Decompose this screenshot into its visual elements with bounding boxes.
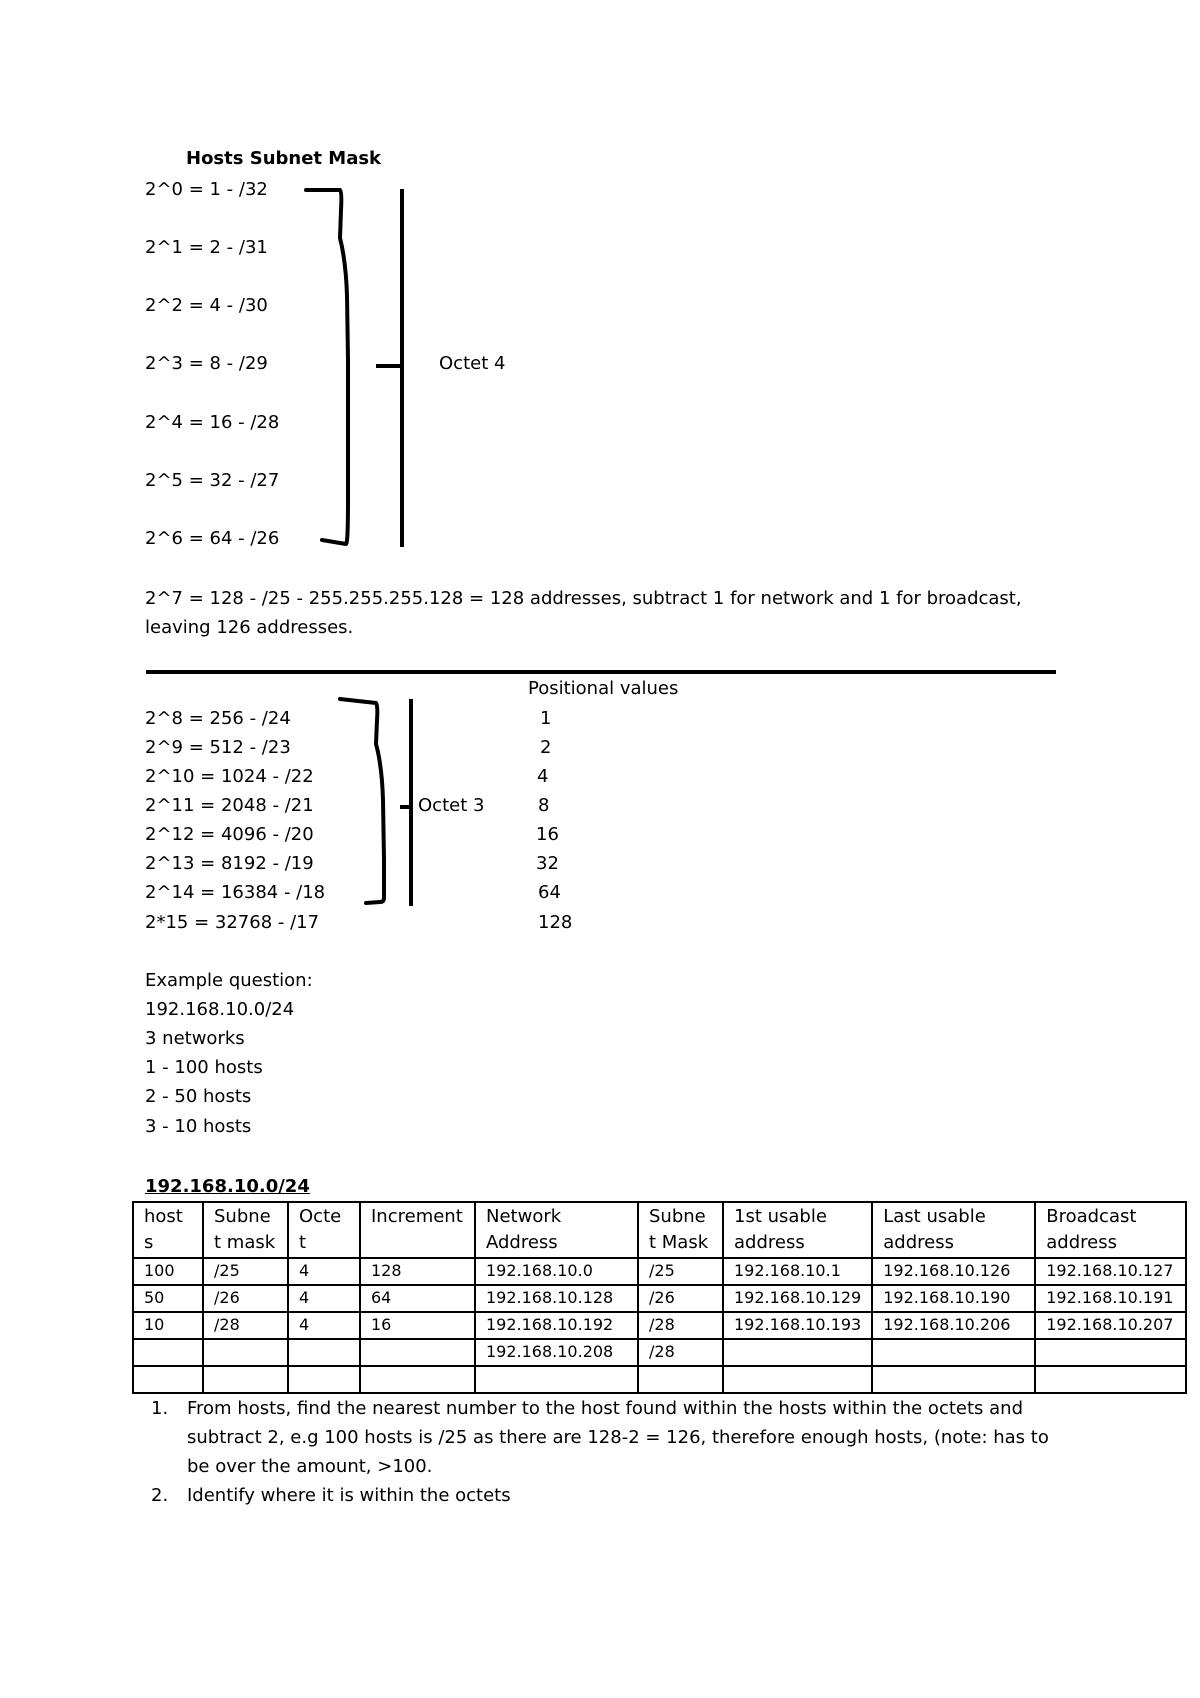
step-number: 2. <box>151 1485 169 1506</box>
octet4-row: 2^5 = 32 - /27 <box>145 470 280 491</box>
table-cell: /26 <box>203 1285 288 1312</box>
table-cell <box>872 1366 1035 1393</box>
table-cell: 64 <box>360 1285 475 1312</box>
octet4-brace <box>306 190 348 544</box>
table-cell: 192.168.10.191 <box>1035 1285 1186 1312</box>
octet3-brace <box>340 699 384 903</box>
positional-value: 8 <box>538 795 550 816</box>
table-cell <box>360 1366 475 1393</box>
positional-value: 16 <box>536 824 559 845</box>
table-cell: 192.168.10.207 <box>1035 1312 1186 1339</box>
table-cell: 4 <box>288 1258 360 1285</box>
table-cell: /28 <box>638 1339 723 1366</box>
example-line: 3 - 10 hosts <box>145 1116 252 1137</box>
octet3-row: 2^9 = 512 - /23 <box>145 737 291 758</box>
table-cell: 192.168.10.206 <box>872 1312 1035 1339</box>
header-cell: 1st usable address <box>723 1202 872 1258</box>
table-cell: 192.168.10.192 <box>475 1312 638 1339</box>
table-cell: 4 <box>288 1285 360 1312</box>
octet4-row: 2^3 = 8 - /29 <box>145 353 268 374</box>
header-cell: Octe t <box>288 1202 360 1258</box>
step-text: Identify where it is within the octets <box>187 1485 511 1506</box>
positional-values-title: Positional values <box>528 678 679 699</box>
positional-value: 32 <box>536 853 559 874</box>
header-cell: Increment <box>360 1202 475 1258</box>
hosts-subnet-mask-heading: Hosts Subnet Mask <box>186 148 382 169</box>
table-cell: /26 <box>638 1285 723 1312</box>
step-item <box>143 1394 1053 1481</box>
table-cell <box>872 1339 1035 1366</box>
table-cell <box>203 1366 288 1393</box>
table-cell: /28 <box>203 1312 288 1339</box>
example-line: 192.168.10.0/24 <box>145 999 295 1020</box>
octet3-row: 2^10 = 1024 - /22 <box>145 766 314 787</box>
table-cell <box>1035 1366 1186 1393</box>
line-leaving-126: leaving 126 addresses. <box>145 617 354 638</box>
table-cell: 192.168.10.126 <box>872 1258 1035 1285</box>
header-cell: Subne t mask <box>203 1202 288 1258</box>
steps-list <box>143 1394 1053 1510</box>
table-cell: 100 <box>133 1258 203 1285</box>
positional-value: 128 <box>538 912 573 933</box>
octet4-row: 2^2 = 4 - /30 <box>145 295 268 316</box>
table-cell: 192.168.10.193 <box>723 1312 872 1339</box>
octet4-row: 2^0 = 1 - /32 <box>145 179 268 200</box>
table-cell <box>360 1339 475 1366</box>
table-cell: 192.168.10.1 <box>723 1258 872 1285</box>
table-cell: /25 <box>203 1258 288 1285</box>
header-cell: Broadcast address <box>1035 1202 1186 1258</box>
step-text: From hosts, find the nearest number to the host found within the hosts within the octets and subtract 2, e.g 100 hosts is /25 as there are 128-2 = 126, therefore enough hosts, (note: has to be over the amount, >100. <box>187 1398 1049 1477</box>
octet3-label: Octet 3 <box>418 795 485 816</box>
table-cell <box>723 1366 872 1393</box>
table-header-row <box>133 1202 1186 1258</box>
octet3-row: 2^12 = 4096 - /20 <box>145 824 314 845</box>
positional-value: 64 <box>538 882 561 903</box>
octet3-row: 2^13 = 8192 - /19 <box>145 853 314 874</box>
table-cell <box>638 1366 723 1393</box>
table-cell <box>203 1339 288 1366</box>
table-title: 192.168.10.0/24 <box>145 1176 310 1197</box>
step-item <box>143 1481 1053 1510</box>
table-cell: 4 <box>288 1312 360 1339</box>
table-cell <box>1035 1339 1186 1366</box>
table-cell: /28 <box>638 1312 723 1339</box>
header-cell: Last usable address <box>872 1202 1035 1258</box>
example-line: Example question: <box>145 970 313 991</box>
octet4-label: Octet 4 <box>439 353 506 374</box>
table-cell <box>133 1339 203 1366</box>
table-cell <box>475 1366 638 1393</box>
table-row <box>133 1312 1186 1339</box>
header-cell: host s <box>133 1202 203 1258</box>
table-cell: 192.168.10.128 <box>475 1285 638 1312</box>
example-line: 2 - 50 hosts <box>145 1086 252 1107</box>
header-cell: Network Address <box>475 1202 638 1258</box>
step-number: 1. <box>151 1398 169 1419</box>
octet3-row: 2^11 = 2048 - /21 <box>145 795 314 816</box>
example-line: 3 networks <box>145 1028 245 1049</box>
octet3-row: 2^8 = 256 - /24 <box>145 708 291 729</box>
table-cell: 128 <box>360 1258 475 1285</box>
line-2-7: 2^7 = 128 - /25 - 255.255.255.128 = 128 addresses, subtract 1 for network and 1 for broadcast, <box>145 588 1022 609</box>
positional-value: 2 <box>540 737 552 758</box>
octet4-row: 2^1 = 2 - /31 <box>145 237 268 258</box>
positional-value: 1 <box>540 708 552 729</box>
header-cell: Subne t Mask <box>638 1202 723 1258</box>
example-line: 1 - 100 hosts <box>145 1057 263 1078</box>
table-row <box>133 1339 1186 1366</box>
table-row <box>133 1258 1186 1285</box>
octet4-row: 2^4 = 16 - /28 <box>145 412 280 433</box>
table-cell: 192.168.10.127 <box>1035 1258 1186 1285</box>
octet4-row: 2^6 = 64 - /26 <box>145 528 280 549</box>
table-cell: /25 <box>638 1258 723 1285</box>
table-cell: 192.168.10.208 <box>475 1339 638 1366</box>
table-cell: 192.168.10.0 <box>475 1258 638 1285</box>
table-cell: 192.168.10.129 <box>723 1285 872 1312</box>
octet3-row: 2^14 = 16384 - /18 <box>145 882 326 903</box>
table-cell: 50 <box>133 1285 203 1312</box>
table-cell <box>288 1339 360 1366</box>
table-cell: 10 <box>133 1312 203 1339</box>
positional-value: 4 <box>537 766 549 787</box>
table-row <box>133 1285 1186 1312</box>
octet3-row: 2*15 = 32768 - /17 <box>145 912 320 933</box>
table-cell: 192.168.10.190 <box>872 1285 1035 1312</box>
table-cell <box>723 1339 872 1366</box>
table-cell <box>133 1366 203 1393</box>
subnet-table <box>132 1201 1187 1394</box>
table-cell: 16 <box>360 1312 475 1339</box>
table-row <box>133 1366 1186 1393</box>
table-cell <box>288 1366 360 1393</box>
